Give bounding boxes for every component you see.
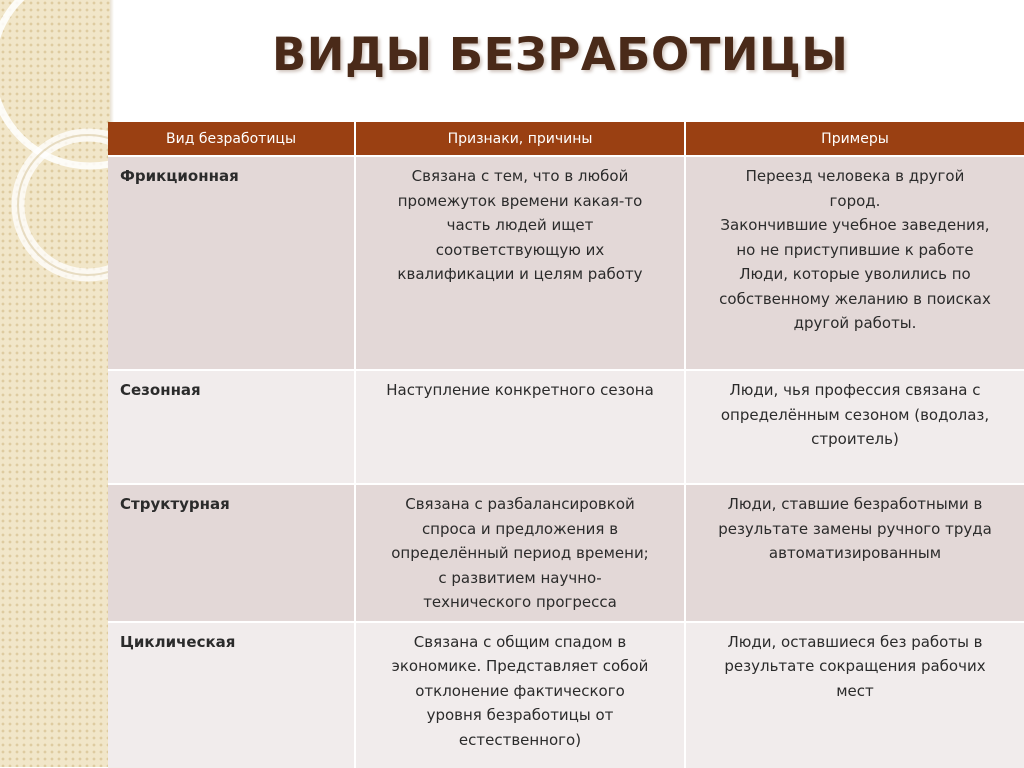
cell-line: Связана с общим спадом в [413,632,627,651]
header-causes: Признаки, причины [355,122,685,156]
cell-line: с развитием научно- [438,568,602,587]
row-causes [355,484,685,622]
cell-line: мест [836,681,874,700]
cell-line: Закончившие учебное заведения, [720,216,990,234]
row-examples [685,156,1024,370]
slide-title: ВИДЫ БЕЗРАБОТИЦЫ [272,28,849,81]
cell-line: город. [829,191,881,210]
cell-line: отклонение фактического [415,681,625,700]
cell-line: автоматизированным [768,544,942,562]
cell-line: Наступление конкретного сезона [386,381,654,399]
cell-line: результате сокращения рабочих [724,657,986,675]
table-row [108,484,1024,622]
cell-line: Связана с разбалансировкой [405,495,635,513]
cell-line: определённый период времени; [391,544,649,562]
cell-line: естественного) [458,730,582,749]
table-row [108,156,1024,370]
cell-line: технического прогресса [423,593,617,611]
cell-line: определённым сезоном (водолаз, [720,405,990,424]
cell-line: Люди, ставшие безработными в [727,495,983,513]
cell-line: квалификации и целям работу [397,265,643,283]
unemployment-types-table [108,122,1024,768]
row-causes [355,622,685,768]
row-type: Структурная [108,484,355,622]
row-examples [685,484,1024,622]
cell-line: собственному желанию в поисках [719,289,991,308]
cell-line: Связана с тем, что в любой [411,167,629,185]
cell-line: соответствующую их [435,240,605,259]
row-examples [685,622,1024,768]
row-type: Циклическая [108,622,355,768]
row-causes [355,156,685,370]
table-row [108,622,1024,768]
cell-line: но не приступившие к работе [736,240,974,259]
cell-line: часть людей ищет [446,216,594,234]
table-header-row [108,122,1024,156]
row-type: Фрикционная [108,156,355,370]
cell-line: промежуток времени какая-то [397,191,643,210]
cell-line: другой работы. [793,314,917,332]
cell-line: Люди, оставшиеся без работы в [727,632,983,651]
cell-line: Люди, чья профессия связана с [729,381,981,399]
header-type: Вид безработицы [108,122,355,156]
table-row [108,370,1024,484]
cell-line: результате замены ручного труда [718,519,992,538]
cell-line: экономике. Представляет собой [391,657,649,675]
cell-line: уровня безработицы от [426,706,614,724]
row-causes [355,370,685,484]
cell-line: Переезд человека в другой [745,167,965,185]
cell-line: строитель) [811,430,899,448]
header-examples: Примеры [685,122,1024,156]
row-examples [685,370,1024,484]
cell-line: спроса и предложения в [421,519,619,538]
cell-line: Люди, которые уволились по [739,265,971,283]
row-type: Сезонная [108,370,355,484]
